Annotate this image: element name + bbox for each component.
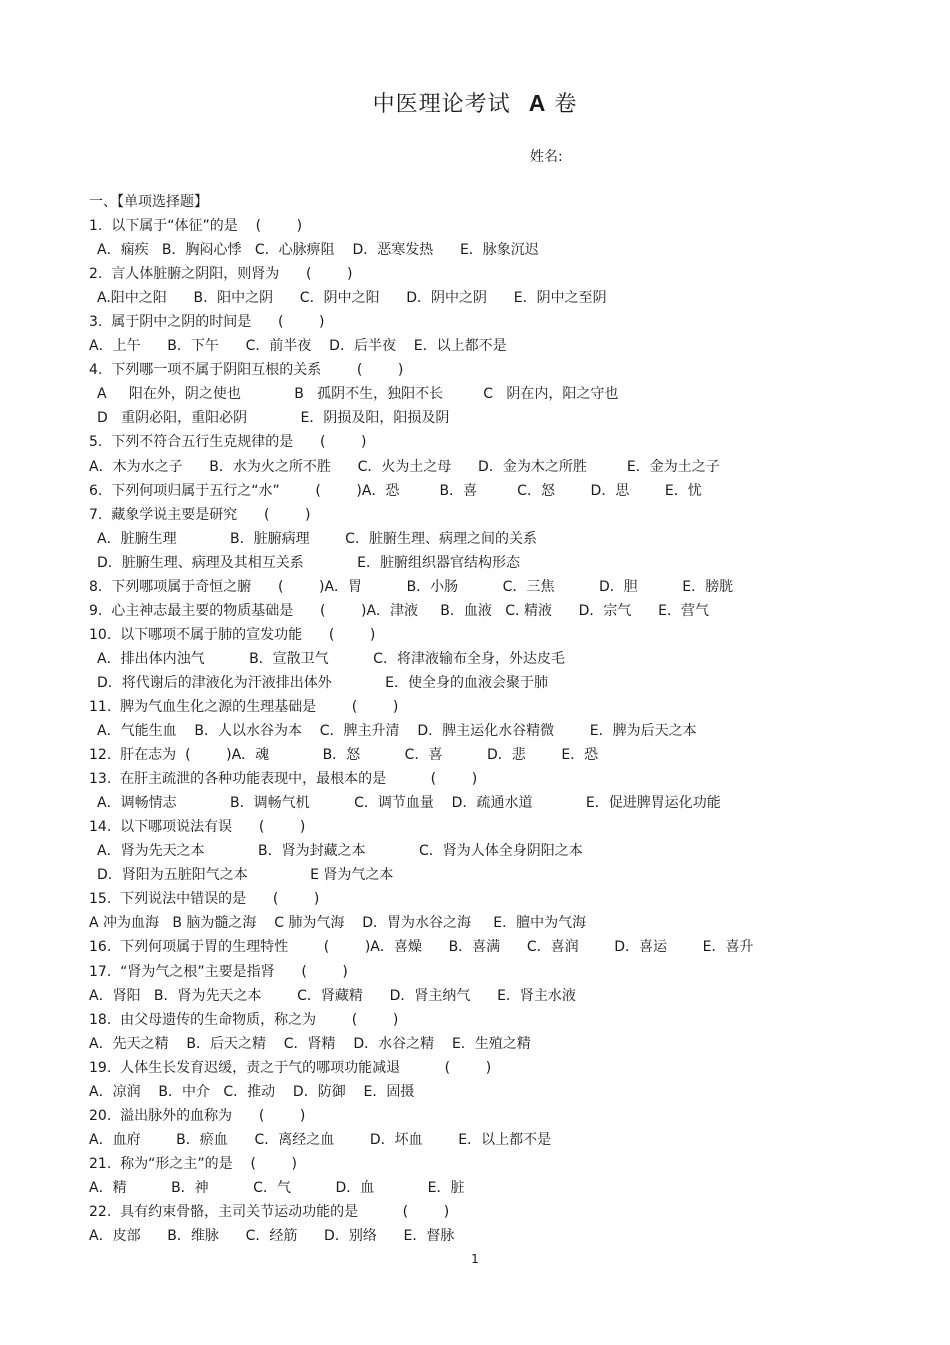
question-line: 12. 肝在志为 ( )A．魂 B．怒 C．喜 D．悲 E．恐 <box>89 747 599 764</box>
question-line: 7. 藏象学说主要是研究 ( ) <box>89 506 311 523</box>
question-line: 4. 下列哪一项不属于阴阳互根的关系 ( ) <box>89 362 404 379</box>
question-line: 1. 以下属于“体征”的是 ( ) <box>89 218 303 235</box>
question-line: 19. 人体生长发育迟缓，责之于气的哪项功能减退 ( ) <box>89 1059 492 1076</box>
name-field-label: 姓名: <box>530 149 563 165</box>
question-line: D．将代谢后的津液化为汗液排出体外 E．使全身的血液会聚于肺 <box>97 674 549 691</box>
title-cn: 中医理论考试 <box>372 92 511 117</box>
exam-title <box>0 87 950 118</box>
question-line: 22. 具有约束骨骼，主司关节运动功能的是 ( ) <box>89 1203 450 1220</box>
question-line: 20. 溢出脉外的血称为 ( ) <box>89 1107 306 1124</box>
question-line: 3. 属于阴中之阴的时间是 ( ) <box>89 314 325 331</box>
question-line: 21. 称为“形之主”的是 ( ) <box>89 1155 297 1172</box>
question-line: A．脏腑生理 B．脏腑病理 C．脏腑生理、病理之间的关系 <box>97 530 537 547</box>
page-number: 1 <box>471 1252 479 1266</box>
question-line: D 重阴必阳，重阳必阴 E．阴损及阳，阳损及阴 <box>97 410 450 427</box>
question-line: 11. 脾为气血生化之源的生理基础是 ( ) <box>89 698 399 715</box>
question-line: A．精 B．神 C．气 D．血 E．脏 <box>89 1179 465 1196</box>
question-line: A．上午 B．下午 C．前半夜 D．后半夜 E．以上都不是 <box>89 338 507 355</box>
question-line: A.阳中之阳 B．阳中之阴 C．阴中之阳 D．阴中之阴 E．阴中之至阴 <box>97 290 607 307</box>
question-line: A．木为水之子 B．水为火之所不胜 C．火为土之母 D．金为木之所胜 E．金为土之子 <box>89 458 720 475</box>
question-line: 8. 下列哪项属于奇恒之腑 ( )A．胃 B．小肠 C．三焦 D．胆 E．膀胱 <box>89 578 734 595</box>
question-line: A．痫疾 B．胸闷心悸 C．心脉痹阻 D．恶寒发热 E．脉象沉迟 <box>97 242 539 259</box>
question-line: A．排出体内浊气 B．宣散卫气 C．将津液输布全身，外达皮毛 <box>97 650 565 667</box>
question-line: 一、【单项选择题】 <box>89 194 208 210</box>
question-line: 18. 由父母遗传的生命物质，称之为 ( ) <box>89 1011 399 1028</box>
question-line: A．先天之精 B．后天之精 C．肾精 D．水谷之精 E．生殖之精 <box>89 1035 531 1052</box>
question-line: A．血府 B．瘀血 C．离经之血 D．坏血 E．以上都不是 <box>89 1131 552 1148</box>
question-line: A．凉润 B．中介 C．推动 D．防御 E．固摄 <box>89 1083 415 1100</box>
question-line: 14. 以下哪项说法有误 ( ) <box>89 819 306 836</box>
question-line: 9. 心主神志最主要的物质基础是 ( )A．津液 B．血液 C. 精液 D．宗气 E．营气 <box>89 602 709 619</box>
question-line: 5. 下列不符合五行生克规律的是 ( ) <box>89 434 367 451</box>
question-line: A．肾为先天之本 B．肾为封藏之本 C．肾为人体全身阴阳之本 <box>97 843 583 860</box>
question-list <box>89 190 769 1248</box>
title-suffix: 卷 <box>554 92 578 117</box>
question-line: 6. 下列何项归属于五行之“水” ( )A．恐 B．喜 C．怒 D．思 E．忧 <box>89 482 702 499</box>
question-line: A 冲为血海 B 脑为髓之海 C 肺为气海 D．胃为水谷之海 E．膻中为气海 <box>89 915 587 932</box>
question-line: 2. 言人体脏腑之阴阳，则肾为 ( ) <box>89 266 353 283</box>
question-line: A 阳在外，阴之使也 B 孤阴不生，独阳不长 C 阴在内，阳之守也 <box>97 386 619 403</box>
question-line: A．肾阳 B．肾为先天之本 C．肾藏精 D．肾主纳气 E．肾主水液 <box>89 987 576 1004</box>
question-line: D．肾阳为五脏阳气之本 E 肾为气之本 <box>97 867 394 884</box>
question-line: 16. 下列何项属于胃的生理特性 ( )A．喜燥 B．喜满 C．喜润 D．喜运 E．喜升 <box>89 939 754 956</box>
question-line: A．调畅情志 B．调畅气机 C．调节血量 D．疏通水道 E．促进脾胃运化功能 <box>97 795 721 812</box>
question-line: D．脏腑生理、病理及其相互关系 E．脏腑组织器官结构形态 <box>97 554 521 571</box>
question-line: 13. 在肝主疏泄的各种功能表现中，最根本的是 ( ) <box>89 771 478 788</box>
question-line: A．皮部 B．维脉 C．经筋 D．别络 E．督脉 <box>89 1228 455 1245</box>
question-line: A．气能生血 B．人以水谷为本 C．脾主升清 D．脾主运化水谷精微 E．脾为后天之本 <box>97 723 697 740</box>
question-line: 15. 下列说法中错误的是 ( ) <box>89 891 320 908</box>
question-line: 10. 以下哪项不属于肺的宣发功能 ( ) <box>89 626 376 643</box>
title-paper-letter: A <box>528 90 547 116</box>
question-line: 17. “肾为气之根”主要是指肾 ( ) <box>89 963 348 980</box>
